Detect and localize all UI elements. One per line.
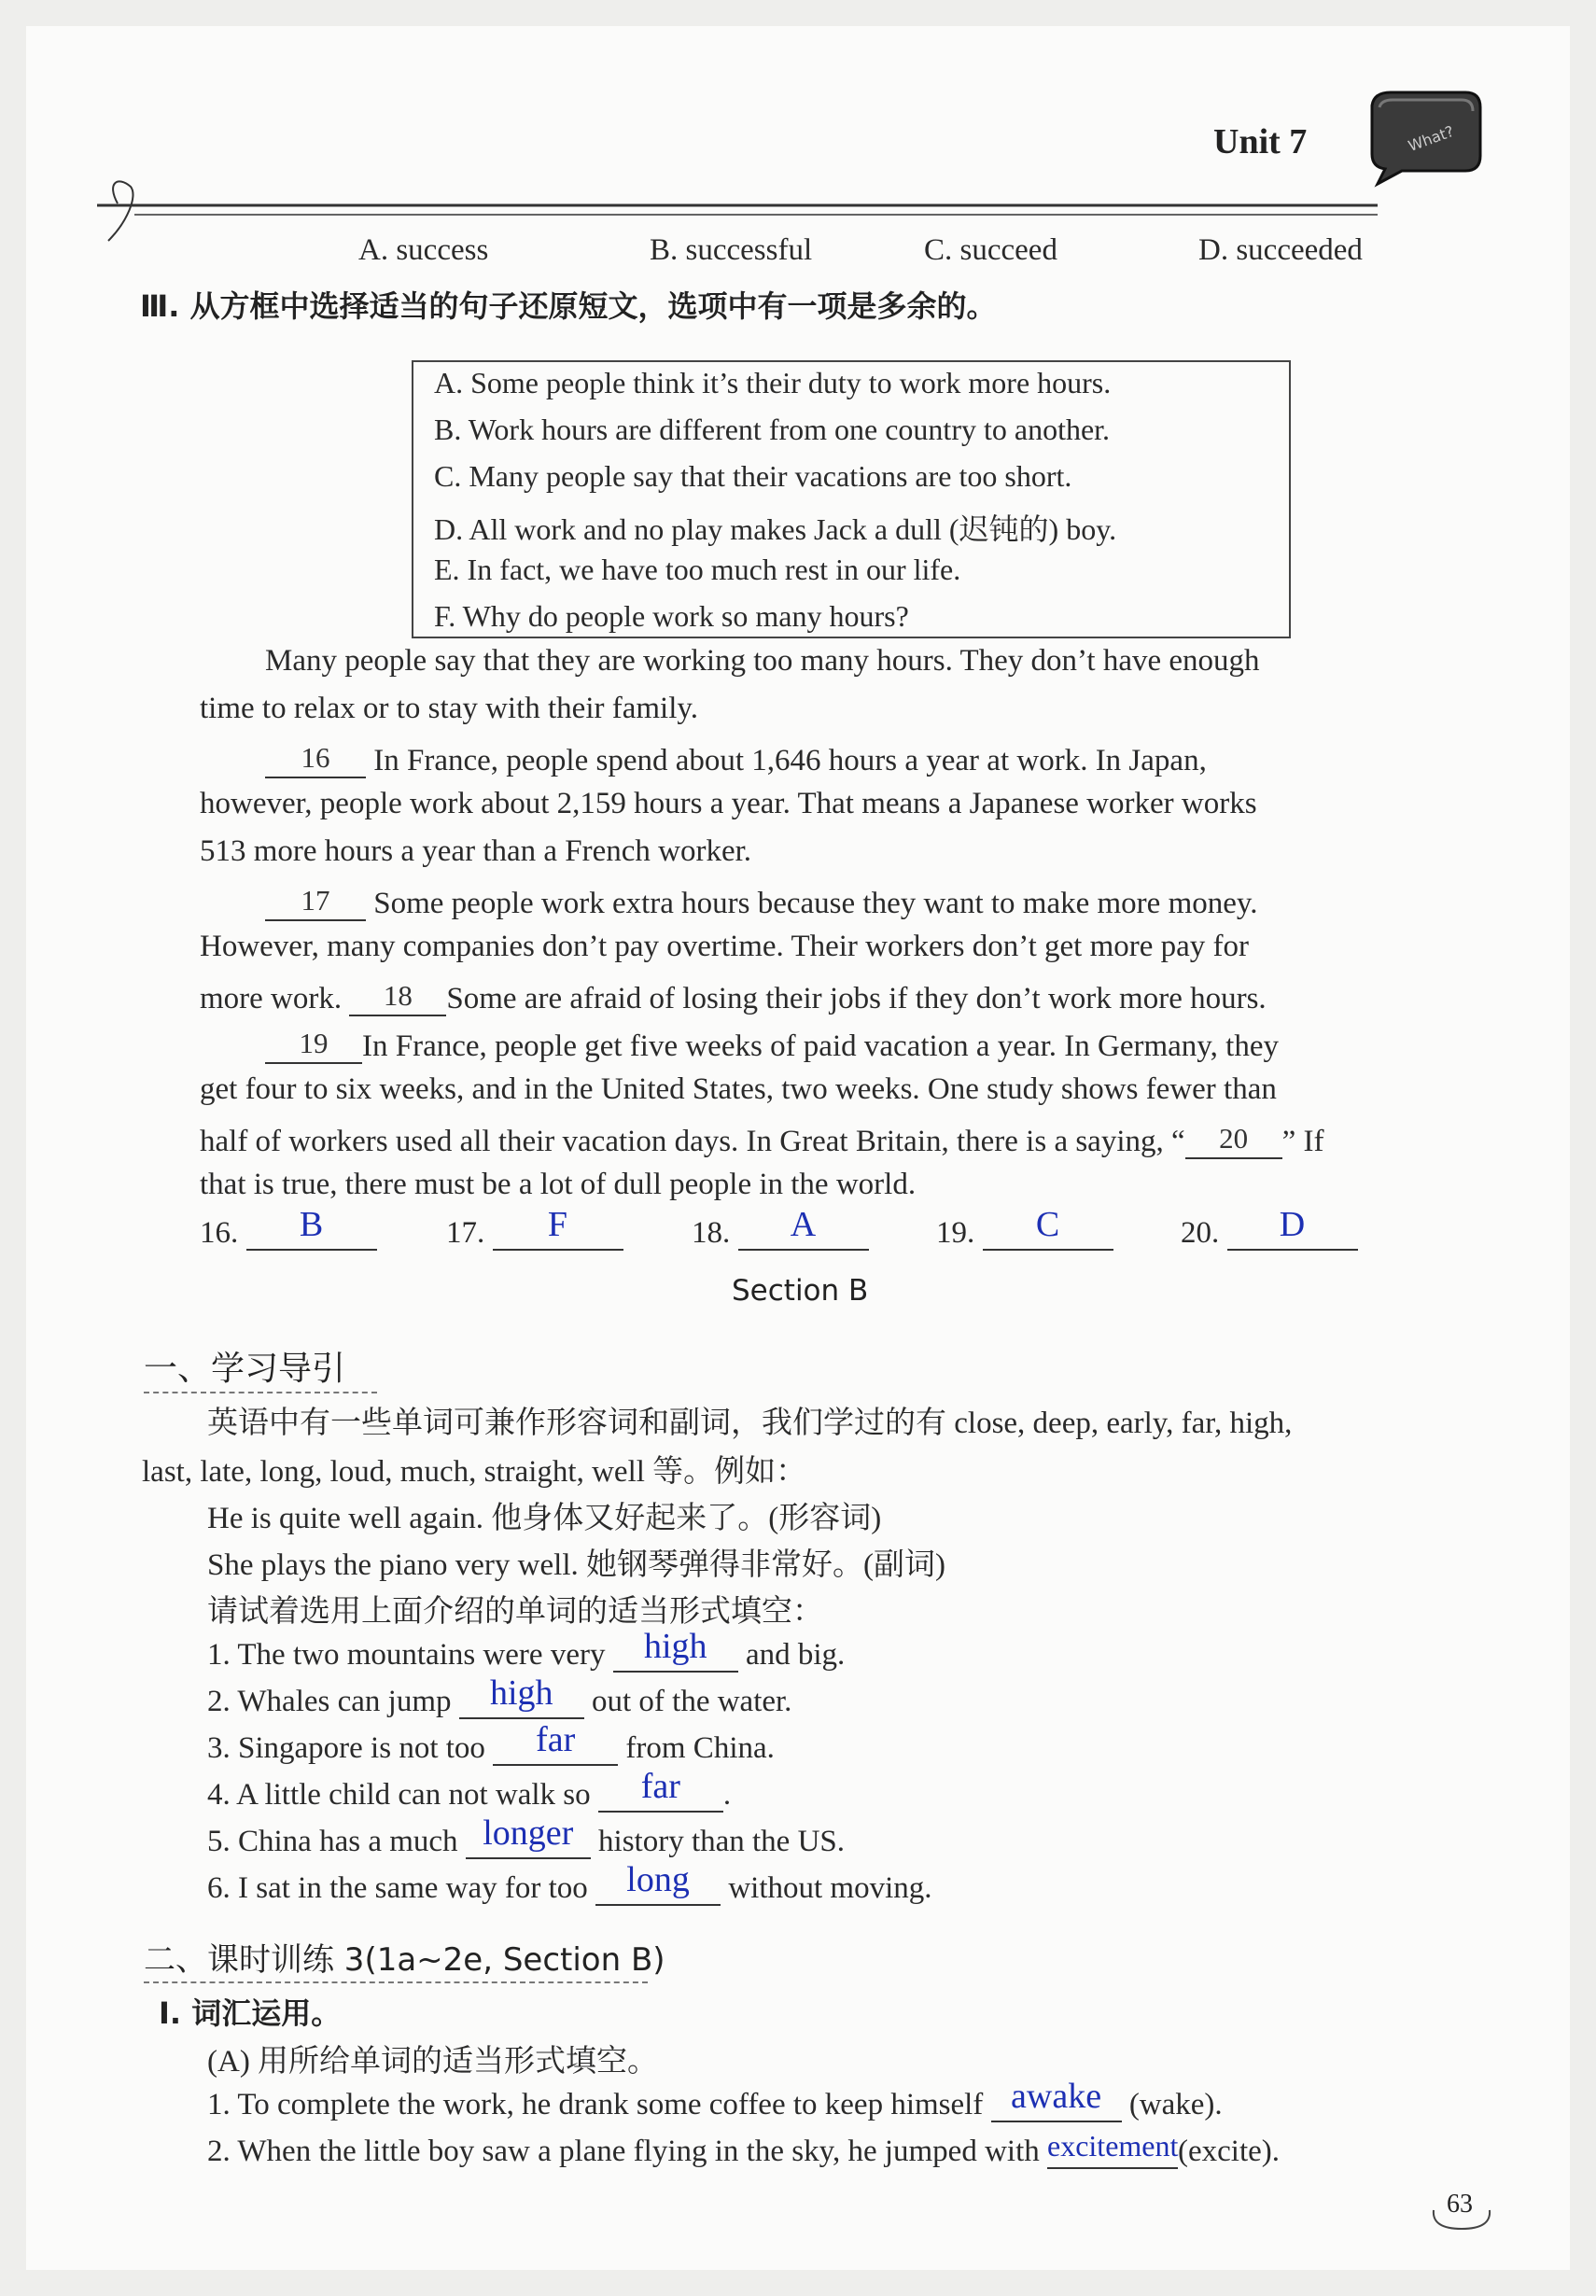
- section-b-title: Section B: [732, 1274, 869, 1308]
- fill-item: 1. The two mountains were very high and big.: [207, 1627, 846, 1672]
- answer-17: 17. F: [446, 1211, 623, 1251]
- page-number-badge: [1428, 2188, 1495, 2231]
- box-option-a: A. Some people think it’s their duty to work more hours.: [434, 366, 1112, 399]
- fill-item: 3. Singapore is not too far from China.: [207, 1720, 775, 1765]
- box-option-e: E. In fact, we have too much rest in our life.: [434, 553, 961, 586]
- training-heading: 二、课时训练 3(1a~2e, Section B): [144, 1934, 648, 1983]
- guide-heading: 一、学习导引: [144, 1342, 377, 1393]
- passage-line: 513 more hours a year than a French worker.: [200, 834, 752, 868]
- passage-line: Many people say that they are working too many hours. They don’t have enough: [265, 644, 1260, 678]
- fill-item: 4. A little child can not walk so far .: [207, 1767, 732, 1812]
- blank-17: 17: [265, 882, 366, 921]
- fill-instruction: 请试着选用上面介绍的单词的适当形式填空：: [207, 1595, 823, 1629]
- fill-item: 6. I sat in the same way for too long without moving.: [207, 1860, 932, 1905]
- passage-line-20: half of workers used all their vacation days. In Great Britain, there is a saying, “ 20 ” If: [200, 1122, 1324, 1158]
- passage-line-19: 19 In France, people get five weeks of paid vacation a year. In Germany, they: [265, 1025, 1279, 1064]
- passage-line: time to relax or to stay with their family.: [200, 692, 698, 725]
- answer-19: 19. C: [936, 1211, 1113, 1251]
- q15-option-a: A. success: [358, 233, 489, 267]
- intro-line-1: 英语中有一些单词可兼作形容词和副词，我们学过的有 close, deep, early, far, high,: [207, 1407, 1293, 1440]
- unit-title: Unit 7: [1213, 122, 1308, 161]
- q15-option-d: D. succeeded: [1198, 233, 1363, 267]
- option-box: [412, 360, 1291, 638]
- fill-item: 2. Whales can jump high out of the water.: [207, 1673, 792, 1718]
- passage-line-16: 16 In France, people spend about 1,646 hours a year at work. In Japan,: [265, 739, 1207, 778]
- blank-16: 16: [265, 739, 366, 778]
- vocab-item-1: 1. To complete the work, he drank some coffee to keep himself awake (wake).: [207, 2077, 1223, 2121]
- section-3-heading: Ⅲ. 从方框中选择适当的句子还原短文，选项中有一项是多余的。: [140, 288, 997, 324]
- example-1: He is quite well again. 他身体又好起来了。(形容词): [207, 1502, 882, 1535]
- box-option-b: B. Work hours are different from one country to another.: [434, 413, 1111, 446]
- q15-option-b: B. successful: [650, 233, 813, 267]
- blank-20: 20: [1185, 1120, 1282, 1159]
- box-option-f: F. Why do people work so many hours?: [434, 599, 909, 633]
- example-2: She plays the piano very well. 她钢琴弹得非常好。(副词): [207, 1548, 945, 1582]
- passage-line: However, many companies don’t pay overtime. Their workers don’t get more pay for: [200, 930, 1250, 963]
- blank-18: 18: [349, 977, 446, 1016]
- answer-20: 20. D: [1181, 1211, 1358, 1251]
- q15-option-c: C. succeed: [924, 233, 1057, 267]
- workbook-page: [26, 26, 1570, 2270]
- page-number: 63: [1447, 2190, 1473, 2219]
- passage-line-17: 17 Some people work extra hours because they want to make more money.: [265, 882, 1258, 921]
- vocab-heading: Ⅰ. 词汇运用。: [159, 1995, 342, 2031]
- blank-19: 19: [265, 1025, 362, 1064]
- intro-line-2: last, late, long, loud, much, straight, well 等。例如：: [142, 1455, 807, 1489]
- box-option-d: D. All work and no play makes Jack a dull (迟钝的) boy.: [434, 512, 1117, 546]
- answer-16: 16. B: [200, 1211, 377, 1251]
- passage-line: that is true, there must be a lot of dull people in the world.: [200, 1168, 917, 1201]
- vocab-item-2: 2. When the little boy saw a plane flying in the sky, he jumped with excitement (excite).: [207, 2129, 1281, 2168]
- answer-18: 18. A: [692, 1211, 869, 1251]
- passage-line: however, people work about 2,159 hours a year. That means a Japanese worker works: [200, 787, 1257, 820]
- passage-line: get four to six weeks, and in the United States, two weeks. One study shows fewer than: [200, 1072, 1277, 1106]
- passage-line-18: more work. 18 Some are afraid of losing their jobs if they don’t work more hours.: [200, 979, 1267, 1015]
- speech-icon: [1365, 87, 1486, 189]
- part-a-instruction: (A) 用所给单词的适当形式填空。: [207, 2045, 659, 2079]
- badge-text: What?: [1406, 121, 1457, 156]
- fill-item: 5. China has a much longer history than the US.: [207, 1813, 846, 1858]
- box-option-c: C. Many people say that their vacations are too short.: [434, 459, 1072, 493]
